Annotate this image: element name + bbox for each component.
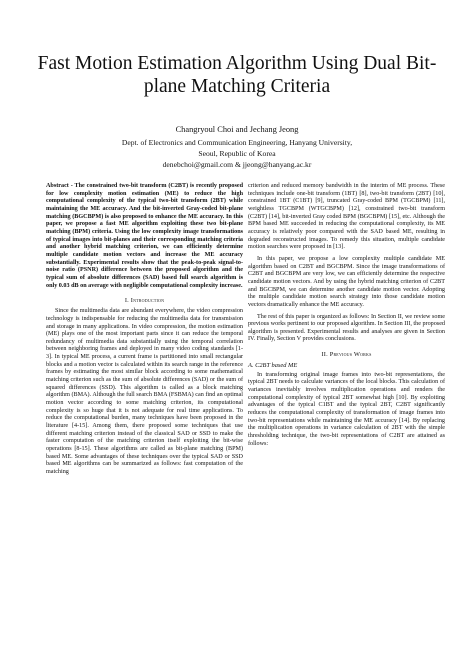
- section-heading-introduction: I. Introduction: [124, 297, 165, 305]
- body-paragraph-4: In transforming original image frames into two-bit representations, the typical 2BT needs to calculate variances of the local blocks. This calculation of variances inevitably involves multiplication operations and renders the computational complexity of typical 2BT somewhat high [10]. By exploiting advantages of the typical C1BT and the typical 2BT, C2BT significantly reduces the computational complexity of transformation of image frames into two-bit representations while maintaining the ME accuracy [14]. By replacing the multiplication operations in variance calculation of 2BT with the simple thresholding technique, the two-bit representations of C2BT are attained as follows:: [248, 371, 445, 447]
- affiliation-line-1: Dept. of Electronics and Communication Engineering, Hanyang University,: [121, 138, 353, 147]
- body-paragraph-3: The rest of this paper is organized as follows: In Section II, we review some previous works pertinent to our proposed algorithm. In Section III, the proposed algorithm is presented. Experimental results and analyses are given in Section IV. Finally, Section V provides conclusions.: [248, 313, 445, 343]
- author-block: [20, 124, 454, 170]
- affiliation-line-2: Seoul, Republic of Korea: [198, 149, 276, 158]
- introduction-paragraph: Since the multimedia data are abundant everywhere, the video compression technology is indispensable for reducing the multimedia data for transmission and storage in many applications. In video compression, the motion estimation (ME) plays one of the most important parts since it can reduce the temporal redundancy of multimedia data substantially using the temporal correlation between neighboring frames and deployed in many video coding standards [1-3]. In typical ME process, a current frame is partitioned into small rectangular blocks and a motion vector is calculated within its search range in the reference frames by estimating the most similar block according to some mathematical matching criterion such as the sum of absolute differences (SAD) or the sum of squared differences (SSD). This algorithm is called as a block matching algorithm (BMA). Although the full search BMA (FSBMA) can find an optimal motion vector according to some matching criterion, its computational complexity is so huge that it is not adequate for real time applications. To reduce the computational burden, many techniques have been proposed in the literature [4-15]. Among them, there proposed some techniques that use different matching criterion instead of the classical SAD or SSD to make the faster computation of the matching criterion itself exploiting the bit-wise operations [8-15]. These algorithms are called as bit-plane matching (BPM) based ME. Some advantages of these techniques over the typical SAD or SSD based ME algorithms can be summarized as follows: fast computation of the matching: [46, 308, 243, 475]
- subsection-heading-c2bt: A. C2BT based ME: [248, 362, 298, 370]
- author-names: Changryoul Choi and Jechang Jeong: [175, 125, 299, 134]
- paper-title: Fast Motion Estimation Algorithm Using Dual Bit-plane Matching Criteria: [37, 53, 437, 97]
- author-email: denebchoi@gmail.com & jjeong@hanyang.ac.kr: [162, 160, 312, 169]
- right-column: [248, 183, 445, 452]
- abstract: Abstract - The constrained two-bit transform (C2BT) is recently proposed for low complexity motion estimation (ME) to reduce the high computational complexity of the typical two-bit transform (2BT) while maintaining the ME accuracy. And the bit-inverted Gray-coded bit-plane matching (BGCBPM) is also proposed to enhance the ME accuracy. In this paper, we propose a fast ME algorithm exploiting these two bit-plane matching (BPM) criteria. Using the low complexity image transformations of typical images into bit-planes and their corresponding matching criteria and another hybrid matching criterion, we can efficiently determine multiple candidate motion vectors and increase the ME accuracy substantially. Experimental results show that the peak-to-peak signal-to-noise ratio (PSNR) difference between the proposed algorithm and the typical sum of absolute differences (SAD) based full search algorithm is only 0.03 dB on average with negligible computational complexity increase.: [46, 183, 243, 289]
- body-paragraph-1: criterion and reduced memory bandwidth in the interim of ME process. These techniques include one-bit transform (1BT) [8], two-bit transform (2BT) [10], constrained 1BT (C1BT) [9], truncated Gray-coded BPM (TGCBPM) [11], weightless TGCBPM (WTGCBPM) [12], constrained two-bit transform (C2BT) [14], bit-inverted Gray coded BPM (BGCBPM) [15], etc. Although the BPM based ME succeeded in reducing the computational complexity, its ME accuracy is relatively poor compared with the SAD based ME, resulting in degraded reconstructed images. To remedy this situation, multiple candidate motion searches were proposed in [13].: [248, 183, 445, 251]
- section-heading-previous-works: II. Previous Works: [321, 351, 372, 359]
- body-paragraph-2: In this paper, we propose a low complexity multiple candidate ME algorithm based on C2BT and BGCBPM. Since the image transformations of C2BT and BGCBPM are very low, we can efficiently determine the respective candidate motion vectors. And by using the hybrid matching criterion of C2BT and BGCBPM, we can determine another candidate motion vector. Adopting the multiple candidate motion search strategy into those candidate motion vectors dramatically enhance the ME accuracy.: [248, 255, 445, 308]
- left-column: [46, 183, 243, 481]
